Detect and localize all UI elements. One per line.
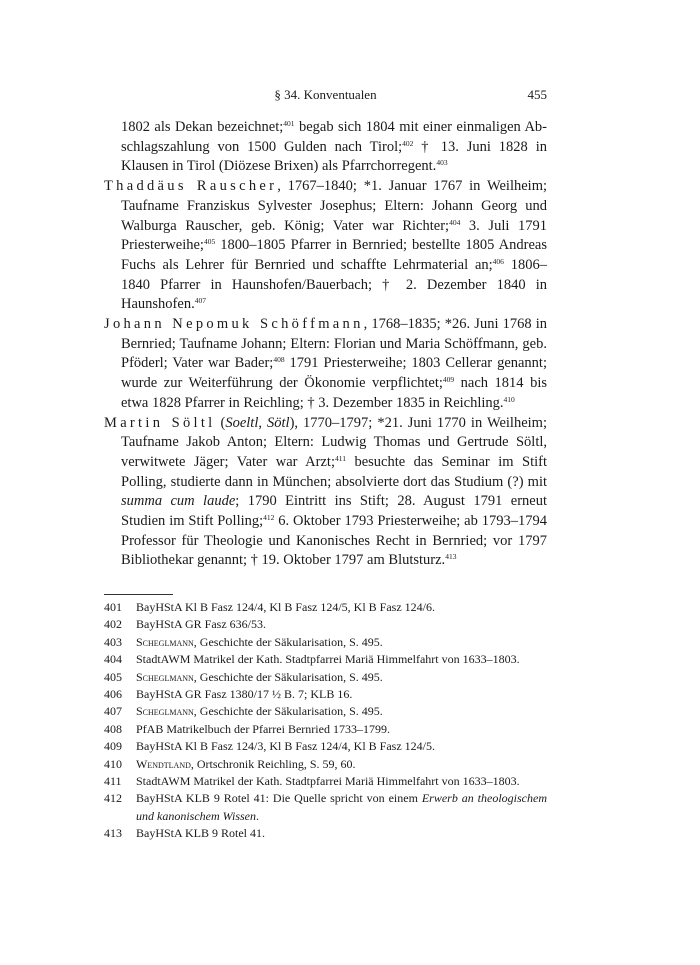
footnote — [104, 616, 547, 633]
text-run: nach 1814 bis etwa 1828 Pfarrer in Reichling; † 3. Dezember 1835 in Reichling. — [121, 375, 548, 411]
italic-text: summa cum laude — [121, 493, 236, 510]
main-text — [104, 118, 547, 571]
text-run: , Geschichte der Säkularisation, S. 495. — [193, 669, 383, 684]
entry-continuation — [104, 118, 547, 177]
entry-thaddaeus-rauscher — [104, 177, 547, 315]
text-run: . — [255, 808, 259, 823]
text-run: BayHStA Kl B Fasz 124/4, Kl B Fasz 124/5, Kl B Fasz 124/6. — [136, 600, 436, 614]
footnote-number: 404 — [104, 652, 122, 667]
footnote — [104, 825, 547, 842]
footnote — [104, 721, 547, 738]
footnote-number: 402 — [104, 617, 122, 632]
text-run: 1802 als Dekan bezeichnet; — [121, 119, 284, 135]
text-run: ( — [215, 414, 226, 431]
footnote-ref: 406 — [492, 256, 504, 266]
footnote-number: 413 — [104, 826, 122, 841]
entry-johann-nepomuk-schoeffmann — [104, 315, 547, 414]
footnote-ref: 409 — [442, 375, 455, 385]
italic-text: Sötl — [267, 414, 290, 431]
text-run: , — [258, 414, 267, 431]
footnote — [104, 756, 547, 773]
text-run: begab sich 1804 mit einer einmaligen Abschlagszahlung von 1500 Gulden nach Tirol; — [121, 119, 548, 155]
footnote-ref: 402 — [402, 138, 414, 148]
running-head — [104, 87, 547, 107]
footnote-number: 407 — [104, 704, 122, 719]
footnote — [104, 599, 547, 616]
footnote-ref: 411 — [334, 453, 346, 463]
entry-martin-soeltl — [104, 414, 547, 572]
person-name: Johann Nepomuk Schöffmann — [104, 316, 364, 333]
footnote-number: 401 — [104, 600, 122, 614]
text-run: † 13. Juni 1828 in Klausen in Tirol (Diözese Brixen) als Pfarrchorregent. — [121, 138, 547, 175]
author-name: Scheglmann — [136, 634, 194, 649]
italic-text: Erwerb an theologischem und kanonischem Wissen — [136, 791, 547, 823]
section-title: § 34. Konventualen — [274, 87, 377, 102]
page-number: 455 — [527, 87, 547, 102]
author-name: Scheglmann — [136, 669, 194, 684]
footnote-ref: 407 — [194, 296, 206, 306]
footnote-ref: 405 — [203, 237, 216, 247]
italic-text: Soeltl — [225, 414, 259, 431]
text-run: , Ortschronik Reichling, S. 59, 60. — [190, 756, 356, 771]
text-run: , 1767–1840; *1. Januar 1767 in Weilheim; Taufname Franziskus Sylvester Josephus; Eltern: Johann Georg und Walburga Rauscher, geb. König; Vater war Richter; — [121, 178, 547, 234]
footnote — [104, 703, 547, 720]
footnote — [104, 634, 547, 651]
text-run: ; 1790 Eintritt ins Stift; 28. August 1791 erneut Studien im Stift Polling; — [121, 493, 548, 530]
person-name: Martin Söltl — [104, 414, 216, 431]
footnote-number: 412 — [104, 791, 122, 806]
text-run: BayHStA Kl B Fasz 124/3, Kl B Fasz 124/4, Kl B Fasz 124/5. — [136, 739, 436, 754]
text-run: 1800–1805 Pfarrer in Bernried; bestellte 1805 Andreas Fuchs als Lehrer für Bernried und schaffte Lehrmaterial an; — [121, 237, 547, 273]
footnote — [104, 773, 547, 790]
text-run: 1791 Priesterweihe; 1803 Cellerar genannt; wurde zur Weiterführung der Ökonomie verpflichtet; — [121, 355, 547, 392]
footnote-ref: 403 — [436, 158, 448, 168]
author-name: Scheglmann — [136, 704, 194, 719]
footnote — [104, 790, 547, 825]
text-run: PfAB Matrikelbuch der Pfarrei Bernried 1733–1799. — [136, 721, 390, 736]
footnote — [104, 686, 547, 703]
footnote-ref: 410 — [503, 394, 515, 404]
text-run: 6. Oktober 1793 Priesterweihe; ab 1793–1794 Professor für Theologie und Kanonisches Recht in Bernried; vor 1797 Bibliothekar genannt; † 19. Oktober 1797 am Blutsturz. — [121, 513, 547, 569]
footnote-number: 409 — [104, 739, 122, 754]
text-run: BayHStA KLB 9 Rotel 41. — [136, 826, 266, 841]
author-name: Wendtland — [136, 756, 191, 771]
text-run: besuchte das Seminar im Stift Polling, studierte dann in München; absolvierte dort das Studium (?) mit — [121, 453, 547, 490]
footnote — [104, 669, 547, 686]
text-run: BayHStA GR Fasz 636/53. — [136, 617, 267, 632]
footnote-number: 405 — [104, 669, 122, 684]
text-run: , Geschichte der Säkularisation, S. 495. — [193, 634, 383, 649]
text-run: StadtAWM Matrikel der Kath. Stadtpfarrei Mariä Himmelfahrt von 1633–1803. — [136, 652, 520, 667]
text-run: BayHStA KLB 9 Rotel 41: Die Quelle spricht von einem — [136, 791, 422, 806]
text-run: , Geschichte der Säkularisation, S. 495. — [193, 704, 383, 719]
footnote — [104, 651, 547, 668]
footnote-ref: 404 — [449, 217, 461, 227]
footnote-number: 406 — [104, 687, 122, 702]
person-name: Thaddäus Rauscher — [104, 178, 278, 195]
text-run: , 1768–1835; *26. Juni 1768 in Bernried; Taufname Johann; Eltern: Florian und Maria Schöffmann, geb. Pföderl; Vater war Bader; — [121, 316, 548, 372]
text-run: BayHStA GR Fasz 1380/17 ½ B. 7; KLB 16. — [136, 687, 353, 702]
footnote-number: 408 — [104, 721, 122, 736]
footnotes — [104, 599, 547, 843]
text-run: 3. Juli 1791 Priesterweihe; — [121, 217, 547, 254]
footnote-ref: 412 — [263, 513, 275, 523]
text-run: StadtAWM Matrikel der Kath. Stadtpfarrei Mariä Himmelfahrt von 1633–1803. — [136, 774, 520, 789]
footnote-number: 403 — [104, 634, 122, 649]
footnote — [104, 738, 547, 755]
text-run: 1806–1840 Pfarrer in Haunshofen/Bauerbach; † 2. Dezember 1840 in Haunshofen. — [121, 256, 548, 313]
footnote-ref: 408 — [273, 355, 285, 365]
footnote-number: 410 — [104, 756, 122, 771]
footnote-ref: 413 — [445, 552, 457, 562]
footnote-ref: 401 — [283, 119, 295, 128]
footnote-rule — [104, 594, 173, 595]
footnote-number: 411 — [104, 774, 122, 789]
text-run: ), 1770–1797; *21. Juni 1770 in Weilheim; Taufname Jakob Anton; Eltern: Ludwig Thomas und Gertrude Söltl, verwitwete Jäger; Vater war Arzt; — [121, 414, 547, 470]
